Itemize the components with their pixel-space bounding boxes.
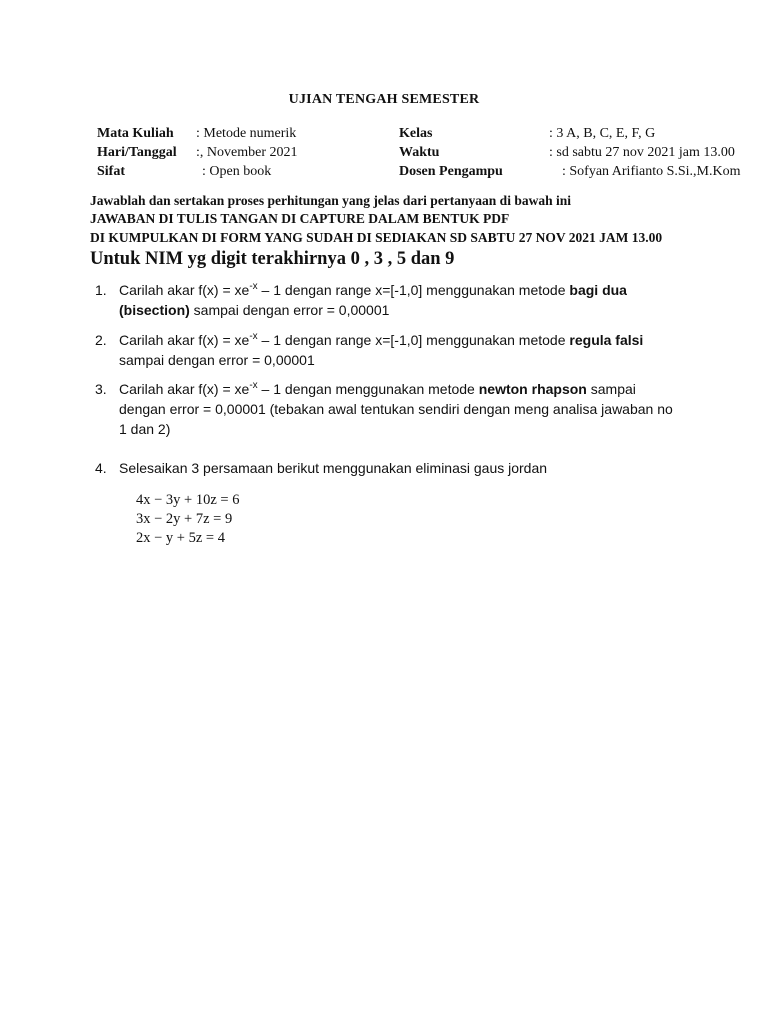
kelas-value: : 3 A, B, C, E, F, G (549, 126, 656, 141)
question-text: sampai dengan error = 0,00001 (189, 302, 390, 318)
instruction-line-1: Jawablah dan sertakan proses perhitungan yang jelas dari pertanyaan di bawah ini (90, 193, 571, 208)
waktu-value: : sd sabtu 27 nov 2021 jam 13.00 (549, 145, 735, 160)
method-name: bagi dua (569, 282, 627, 298)
nim-heading: Untuk NIM yg digit terakhirnya 0 , 3 , 5 dan 9 (90, 249, 455, 269)
question-4 (95, 458, 685, 478)
waktu-label: Waktu (399, 145, 440, 160)
info-left (97, 124, 297, 181)
question-number: 4. (95, 460, 107, 476)
question-text: – 1 dengan menggunakan metode (257, 381, 479, 397)
method-name: newton rhapson (478, 381, 587, 397)
question-text: – 1 dengan range x=[-1,0] menggunakan metode (257, 282, 570, 298)
superscript: -x (249, 380, 258, 391)
question-number: 3. (95, 381, 107, 397)
equation-3: 2x − y + 5z = 4 (136, 530, 225, 546)
superscript: -x (249, 281, 258, 292)
question-1 (95, 280, 685, 320)
question-text: dengan error = 0,00001 (tebakan awal tentukan sendiri dengan meng analisa jawaban no (119, 401, 673, 417)
sifat-value: : Open book (202, 164, 272, 179)
info-right-values (549, 124, 741, 181)
hari-value: :, November 2021 (196, 145, 298, 160)
question-text: 1 dan 2) (119, 421, 171, 437)
question-text: sampai (586, 381, 636, 397)
dosen-label: Dosen Pengampu (399, 164, 503, 179)
sifat-label: Sifat (97, 164, 125, 179)
info-right-labels (399, 124, 503, 181)
question-3 (95, 379, 685, 439)
question-number: 1. (95, 282, 107, 298)
page-title: UJIAN TENGAH SEMESTER (288, 92, 480, 107)
question-2 (95, 330, 685, 370)
hari-label: Hari/Tanggal (97, 145, 177, 160)
superscript: -x (249, 331, 258, 342)
question-text: sampai dengan error = 0,00001 (119, 352, 315, 368)
question-text: – 1 dengan range x=[-1,0] menggunakan metode (257, 332, 570, 348)
method-name: (bisection) (119, 302, 190, 318)
question-text: Carilah akar f(x) = xe (119, 381, 250, 397)
equation-2: 3x − 2y + 7z = 9 (136, 511, 233, 527)
dosen-value: : Sofyan Arifianto S.Si.,M.Kom (562, 164, 741, 179)
instruction-line-3: DI KUMPULKAN DI FORM YANG SUDAH DI SEDIAKAN SD SABTU 27 NOV 2021 JAM 13.00 (90, 230, 663, 245)
question-text: Selesaikan 3 persamaan berikut menggunakan eliminasi gaus jordan (119, 460, 548, 476)
mata-kuliah-label: Mata Kuliah (97, 126, 174, 141)
kelas-label: Kelas (399, 126, 433, 141)
equation-1: 4x − 3y + 10z = 6 (136, 492, 240, 508)
question-text: Carilah akar f(x) = xe (119, 332, 250, 348)
question-text: Carilah akar f(x) = xe (119, 282, 250, 298)
mata-kuliah-value: : Metode numerik (196, 126, 297, 141)
method-name: regula falsi (569, 332, 644, 348)
instruction-line-2: JAWABAN DI TULIS TANGAN DI CAPTURE DALAM BENTUK PDF (90, 211, 510, 226)
question-number: 2. (95, 332, 107, 348)
